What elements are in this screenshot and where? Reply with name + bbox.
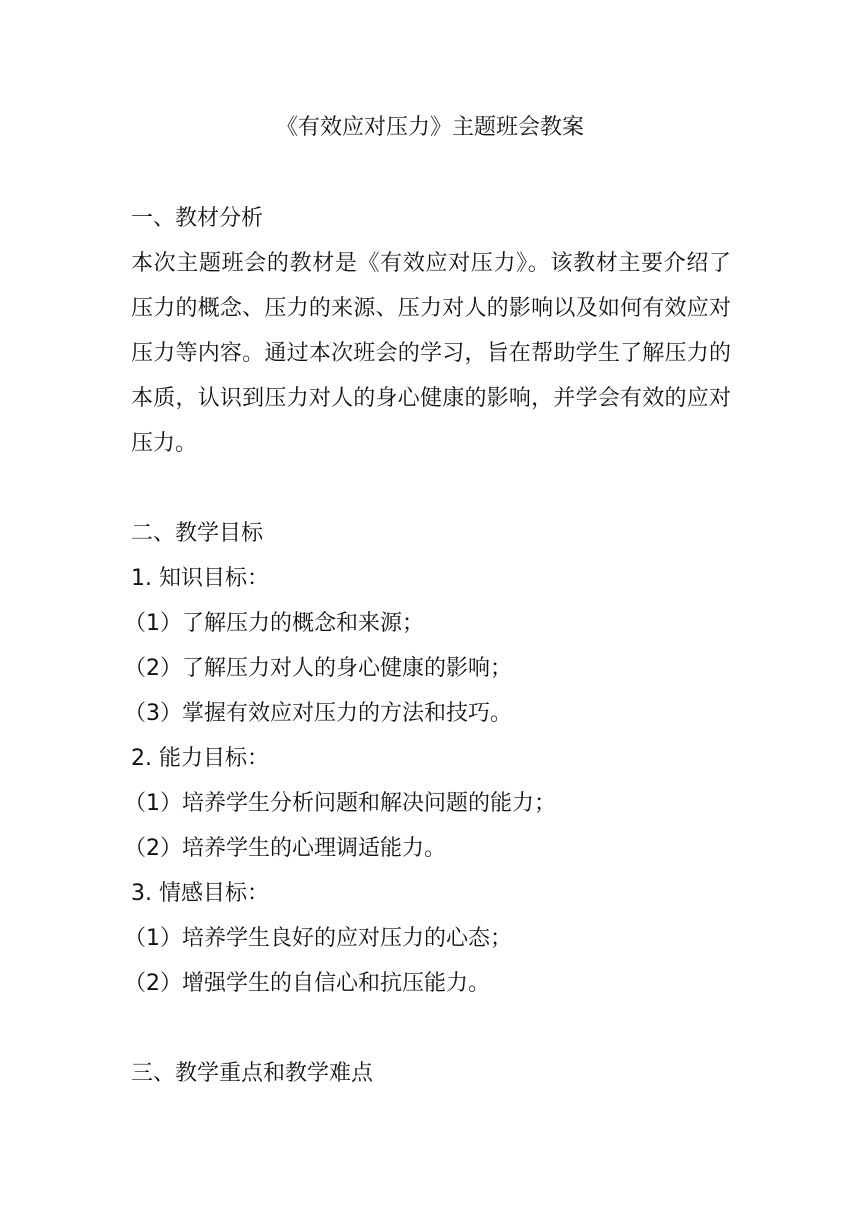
teaching-material-paragraph: 本次主题班会的教材是《有效应对压力》。该教材主要介绍了压力的概念、压力的来源、压力对人的影响以及如何有效应对压力等内容。通过本次班会的学习，旨在帮助学生了解压力的本质，认识到压力对人的身心健康的影响，并学会有效的应对压力。 [131,251,731,456]
emotion-goal-item: （1）培养学生良好的应对压力的心态； [124,926,512,951]
section-heading-teaching-goals: 二、教学目标 [131,521,264,546]
document-body [124,196,731,1096]
ability-goal-item: （1）培养学生分析问题和解决问题的能力； [124,791,556,816]
ability-goal-item: （2）培养学生的心理调适能力。 [124,836,446,861]
knowledge-goal-item: （2）了解压力对人的身心健康的影响； [124,656,512,681]
section-heading-key-points: 三、教学重点和教学难点 [131,1061,374,1086]
section-heading-teaching-material: 一、教材分析 [131,206,264,231]
ability-goals-label: 2. 能力目标： [131,746,269,771]
knowledge-goals-label: 1. 知识目标： [131,566,269,591]
emotion-goal-item: （2）增强学生的自信心和抗压能力。 [124,971,490,996]
paragraph-spacer [131,1006,731,1051]
emotion-goals-label: 3. 情感目标： [131,881,269,906]
document-title: 《有效应对压力》主题班会教案 [275,115,584,140]
knowledge-goal-item: （3）掌握有效应对压力的方法和技巧。 [124,701,512,726]
knowledge-goal-item: （1）了解压力的概念和来源； [124,611,424,636]
paragraph-spacer [131,466,731,511]
